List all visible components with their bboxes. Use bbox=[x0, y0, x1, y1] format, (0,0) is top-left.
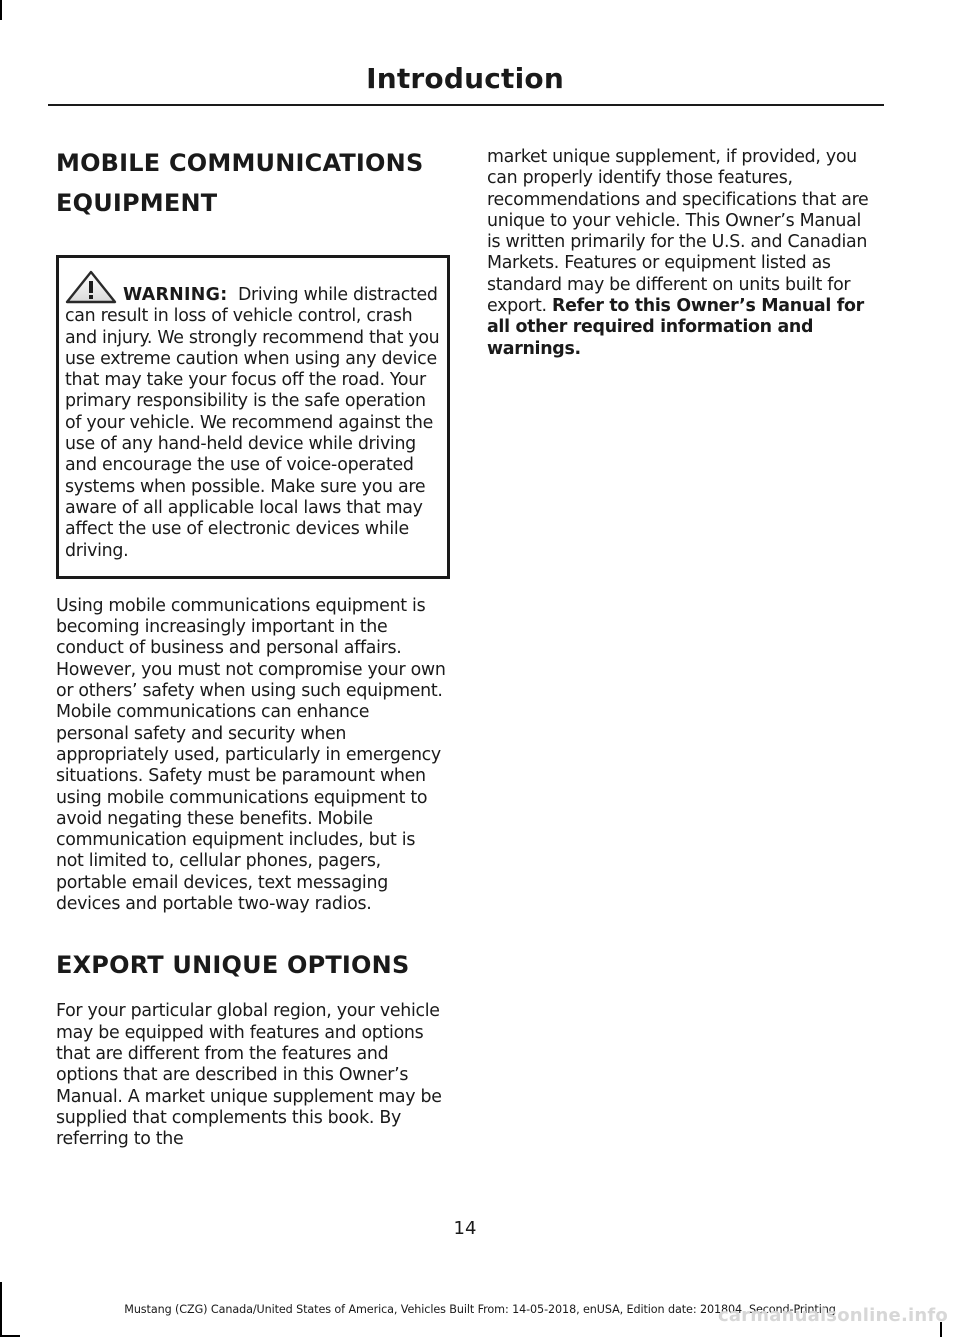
export-options-paragraph-right bbox=[487, 147, 879, 360]
left-column bbox=[56, 145, 446, 1150]
section-heading-mobile-communications-line2 bbox=[56, 185, 446, 221]
warning-text: Driving while distracted can result in loss of vehicle control, crash and injury. We strongly recommend that you use extreme caution when using any device that may take your focus off the road. Your primary responsibility is the safe operation of your vehicle. We recommend against the use of any hand-held device while driving and encourage the use of voice-operated systems when possible. Make sure you are aware of all applicable local laws that may affect the use of electronic devices while driving. bbox=[65, 285, 440, 561]
section-heading-export-unique-options: EXPORT UNIQUE OPTIONS bbox=[56, 951, 410, 980]
warning-label: WARNING: bbox=[123, 285, 228, 305]
header-rule bbox=[48, 104, 884, 106]
mobile-communications-paragraph: Using mobile communications equipment is becoming increasingly important in the conduct of business and personal affairs. However, you must not compromise your own or others’ safety when using such equipment. Mobile communications can enhance personal safety and security when appropriately used, particularly in emergency situations. Safety must be paramount when using mobile communications equipment to avoid negating these benefits. Mobile communication equipment includes, but is not limited to, cellular phones, pagers, portable email devices, text messaging devices and portable two-way radios. bbox=[56, 595, 446, 915]
section-heading-line2: EQUIPMENT bbox=[56, 189, 218, 217]
warning-triangle-icon bbox=[65, 270, 117, 304]
right-column bbox=[487, 147, 879, 360]
page-number: 14 bbox=[453, 1218, 477, 1239]
export-options-text: market unique supplement, if provided, you can properly identify those features, recommendations and specifications that are unique to your vehicle. This Owner’s Manual is written primarily for the U.S. and Canadian Markets. Features or equipment listed as standard may be different on units built for export. bbox=[487, 147, 869, 317]
export-options-paragraph-left: For your particular global region, your vehicle may be equipped with features and options that are different from the features and options that are described in this Owner’s Manual. A market unique supplement may be supplied that complements this book. By referring to the bbox=[56, 1001, 442, 1150]
watermark-logo: carmanualsonline.info bbox=[717, 1305, 948, 1326]
page-header-title: Introduction bbox=[366, 62, 564, 95]
section-heading-mobile-communications bbox=[56, 145, 446, 181]
crop-mark-top-left-vertical bbox=[0, 0, 2, 20]
export-options-bold-note: Refer to this Owner’s Manual for all other required information and warnings. bbox=[487, 296, 864, 359]
page-footer: Mustang (CZG) Canada/United States of America, Vehicles Built From: 14-05-2018, enUSA, Edition date: 201804, Second-Printing bbox=[124, 1303, 836, 1316]
warning-box bbox=[56, 255, 450, 579]
section-heading-line1: MOBILE COMMUNICATIONS bbox=[56, 149, 424, 177]
